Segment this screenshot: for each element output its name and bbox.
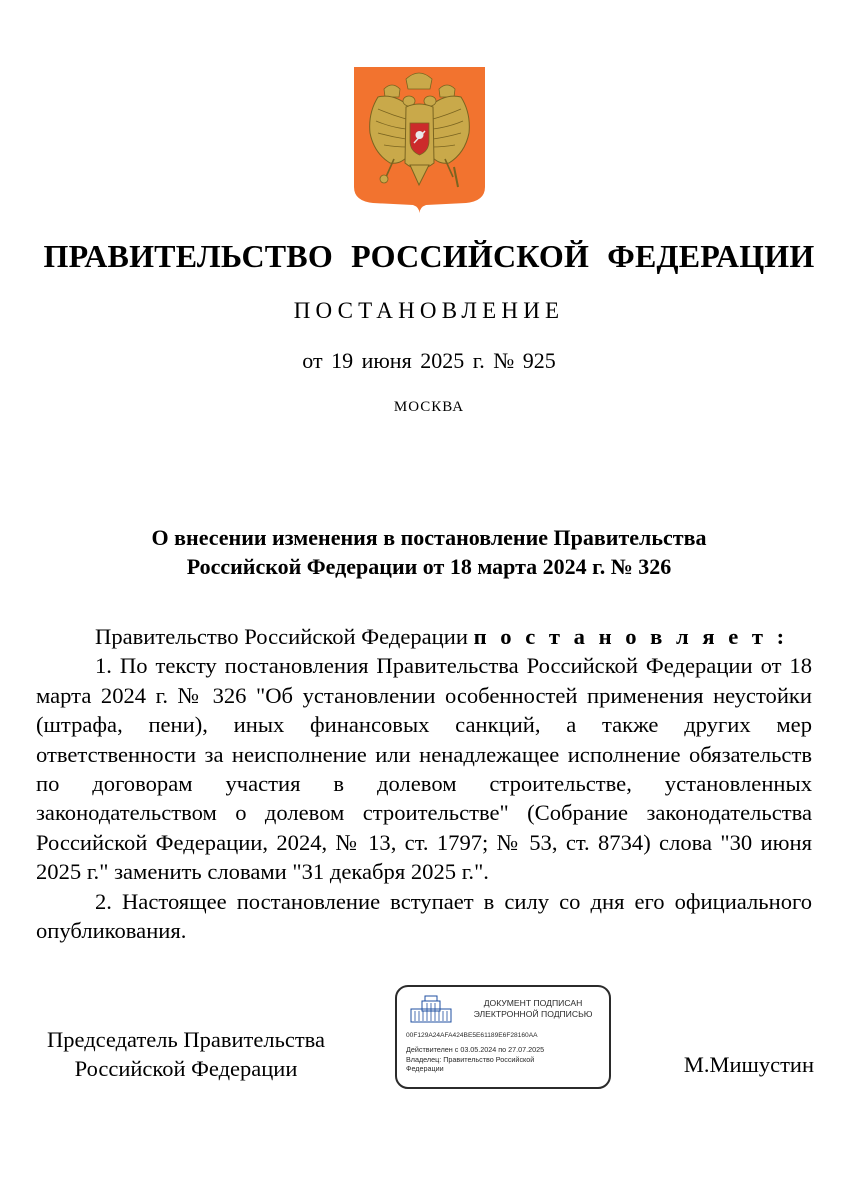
document-type: ПОСТАНОВЛЕНИЕ xyxy=(293,298,565,323)
coat-of-arms-icon xyxy=(354,67,485,213)
signatory-name: М.Мишустин xyxy=(683,1052,814,1077)
document-body xyxy=(36,622,812,945)
stamp-title-line-1: ДОКУМЕНТ ПОДПИСАН xyxy=(483,998,583,1008)
stamp-owner-line-2: Федерации xyxy=(406,1064,444,1073)
decree-item-2: 2. Настоящее постановление вступает в силу со дня его официального опубликования. xyxy=(36,888,812,944)
signatory-position xyxy=(36,1025,336,1083)
government-title: ПРАВИТЕЛЬСТВО РОССИЙСКОЙ ФЕДЕРАЦИИ xyxy=(43,238,815,274)
electronic-signature-stamp xyxy=(395,985,611,1089)
subject-line-1: О внесении изменения в постановление Правительства xyxy=(151,525,707,550)
decree-intro xyxy=(36,622,812,651)
decree-item-1: 1. По тексту постановления Правительства Российской Федерации от 18 марта 2024 г. № 326 "Об установлении особенностей применения неустойки (штрафа, пени), иных финансовых санкций, а также других мер ответственности за неисполнение или ненадлежащее исполнение обязательств по договорам участия в долевом строительстве, установленных законодательством о долевом строительстве" (Собрание законодательства Российской Федерации, 2024, № 13, ст. 1797; № 53, ст. 8734) слова "30 июня 2025 г." заменить словами "31 декабря 2025 г.". xyxy=(36,653,812,885)
stamp-title xyxy=(459,998,607,1020)
government-building-icon xyxy=(409,995,453,1023)
stamp-certificate: 00F129A24AFA424BE5E61189E6F28160AA xyxy=(406,1032,538,1039)
decree-intro-text: Правительство Российской Федерации xyxy=(95,624,474,649)
document-city: МОСКВА xyxy=(393,399,465,415)
signatory-position-line-1: Председатель Правительства xyxy=(47,1027,325,1052)
subject-line-2: Российской Федерации от 18 марта 2024 г. № 326 xyxy=(186,554,672,579)
decree-keyword: п о с т а н о в л я е т : xyxy=(473,624,789,649)
stamp-title-line-2: ЭЛЕКТРОННОЙ ПОДПИСЬЮ xyxy=(473,1009,593,1019)
stamp-details xyxy=(406,1045,606,1074)
document-date-number: от 19 июня 2025 г. № 925 xyxy=(302,348,556,373)
signatory-position-line-2: Российской Федерации xyxy=(74,1056,298,1081)
stamp-owner-line-1: Владелец: Правительство Российской xyxy=(406,1054,535,1064)
stamp-validity: Действителен с 03.05.2024 по 27.07.2025 xyxy=(406,1045,545,1054)
document-subject xyxy=(0,523,858,581)
